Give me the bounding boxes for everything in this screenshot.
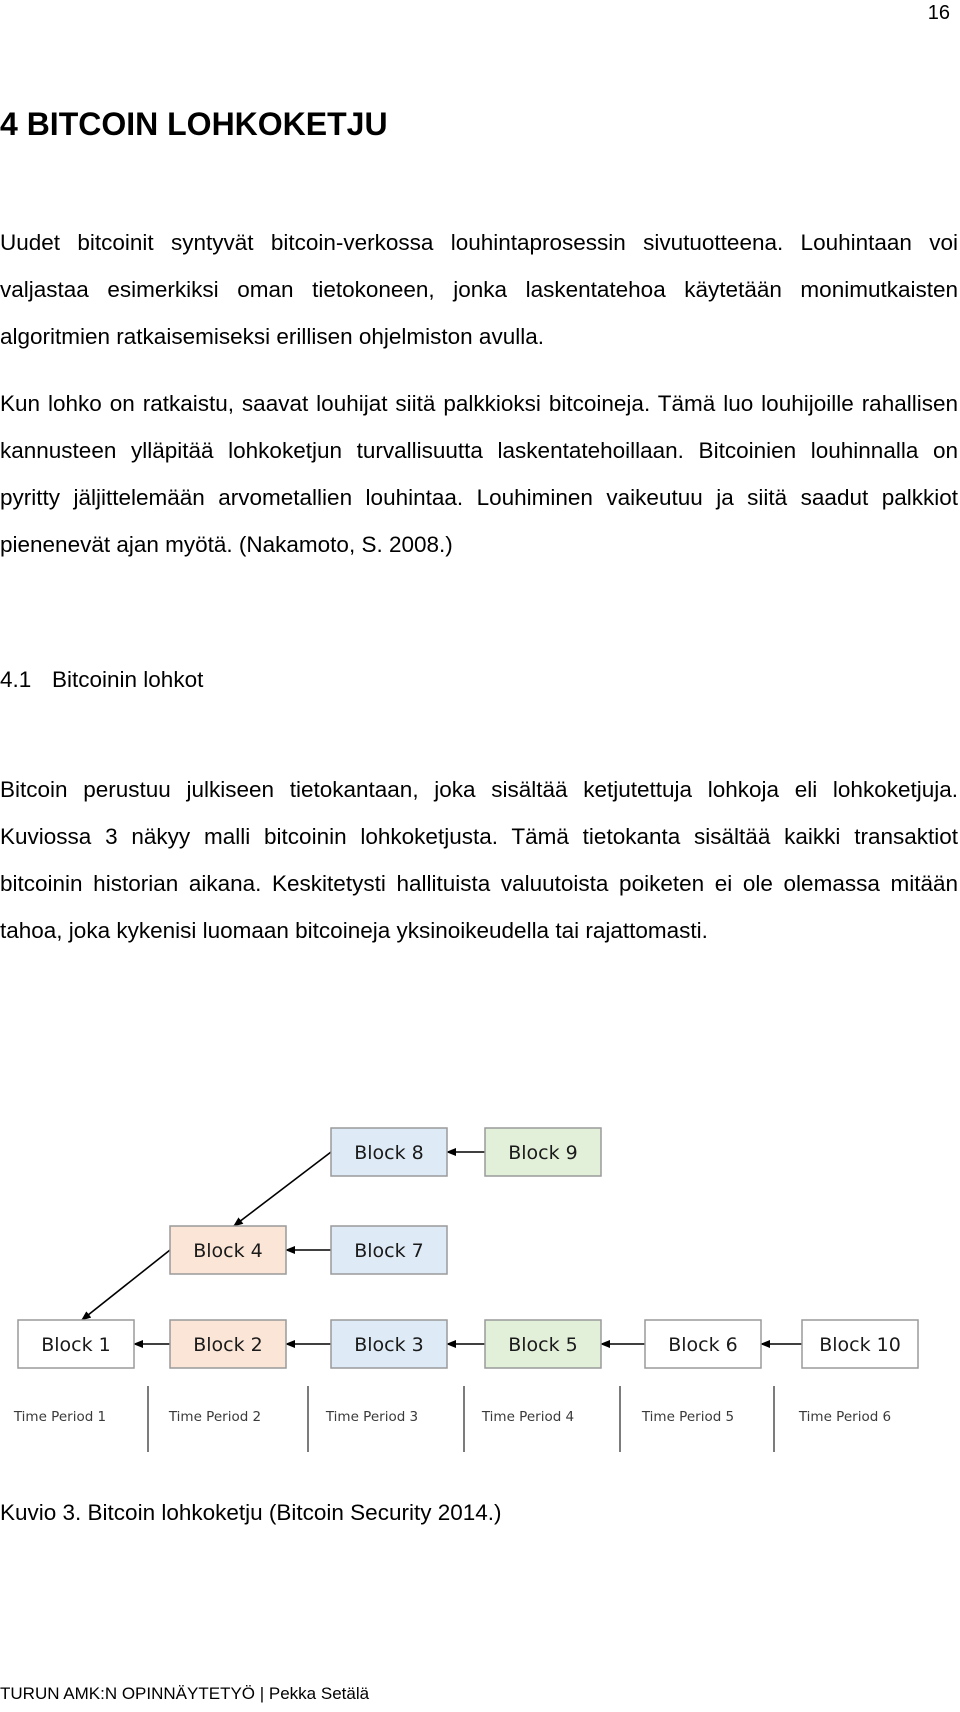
- block-label-b5: Block 5: [508, 1334, 578, 1356]
- blockchain-diagram: [0, 1100, 960, 1470]
- time-period-label-4: Time Period 4: [481, 1409, 575, 1425]
- time-period-label-1: Time Period 1: [13, 1409, 107, 1425]
- figure-caption: Kuvio 3. Bitcoin lohkoketju (Bitcoin Security 2014.): [0, 1500, 502, 1525]
- paragraph-mining-reward: Kun lohko on ratkaistu, saavat louhijat siitä palkkioksi bitcoineja. Tämä luo louhijoille rahallisen kannusteen ylläpitää lohkoketjun turvallisuutta laskentatehoillaan. Bitcoinien louhinnalla on pyritty jäljittelemään arvometallien louhintaa. Louhiminen vaikeutuu ja siitä saadut palkkiot pienenevät ajan myötä. (Nakamoto, S. 2008.): [0, 391, 958, 557]
- block-label-b9: Block 9: [508, 1142, 578, 1164]
- section-number: 4.1: [0, 667, 32, 692]
- time-period-label-6: Time Period 6: [798, 1409, 892, 1425]
- block-label-b2: Block 2: [193, 1334, 263, 1356]
- page-footer: TURUN AMK:N OPINNÄYTETYÖ | Pekka Setälä: [0, 1684, 370, 1703]
- block-label-b8: Block 8: [354, 1142, 424, 1164]
- block-label-b10: Block 10: [819, 1334, 901, 1356]
- time-period-label-5: Time Period 5: [641, 1409, 735, 1425]
- page-number: 16: [927, 2, 950, 24]
- blockchain-figure: [0, 1100, 960, 1470]
- time-period-label-2: Time Period 2: [168, 1409, 262, 1425]
- block-label-b4: Block 4: [193, 1240, 263, 1262]
- block-label-b7: Block 7: [354, 1240, 424, 1262]
- chapter-heading: 4 BITCOIN LOHKOKETJU: [0, 106, 388, 142]
- paragraph-mining-intro: Uudet bitcoinit syntyvät bitcoin-verkossa louhintaprosessin sivutuotteena. Louhintaan voi valjastaa esimerkiksi oman tietokoneen, jonka laskentatehoa käytetään monimutkaisten algoritmien ratkaisemiseksi erillisen ohjelmiston avulla.: [0, 230, 958, 349]
- arrow-b4-to-b1: [82, 1250, 170, 1320]
- block-label-b3: Block 3: [354, 1334, 424, 1356]
- section-heading: [0, 667, 203, 693]
- time-period-label-3: Time Period 3: [325, 1409, 419, 1425]
- block-label-b6: Block 6: [668, 1334, 738, 1356]
- paragraph-blockchain-database: Bitcoin perustuu julkiseen tietokantaan, joka sisältää ketjutettuja lohkoja eli lohkoketjuja. Kuviossa 3 näkyy malli bitcoinin lohkoketjusta. Tämä tietokanta sisältää kaikki transaktiot bitcoinin historian aikana. Keskitetysti hallituista valuutoista poiketen ei ole olemassa mitään tahoa, joka kykenisi luomaan bitcoineja yksinoikeudella tai rajattomasti.: [0, 777, 958, 943]
- arrow-b8-to-b4: [234, 1152, 331, 1226]
- section-title: Bitcoinin lohkot: [52, 667, 204, 692]
- block-label-b1: Block 1: [41, 1334, 111, 1356]
